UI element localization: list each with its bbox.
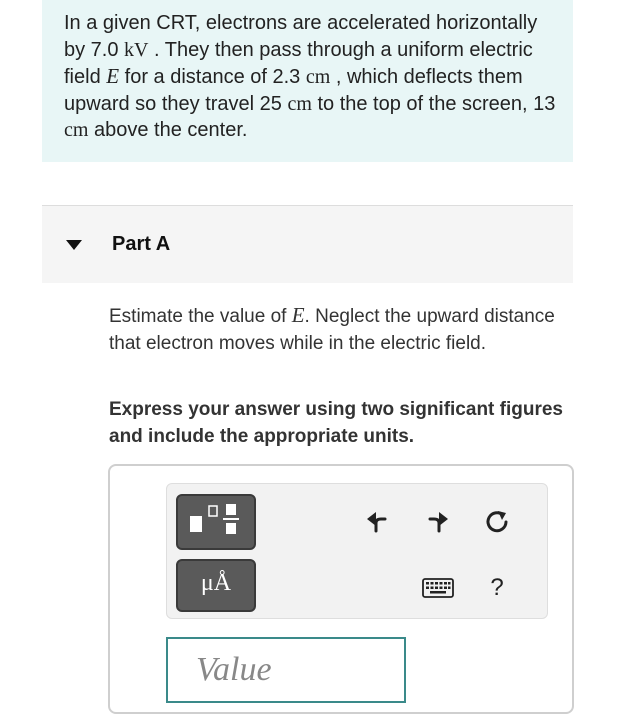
question-text-1: Estimate the value of [109,306,292,327]
problem-text-2: . They then pass through a uniform electric field [64,38,533,88]
help-label: ? [490,574,504,601]
symbols-label: μÅ [200,570,232,596]
redo-button[interactable] [418,502,458,542]
problem-text-6: above the center. [88,119,248,141]
value-input[interactable] [166,637,406,703]
redo-icon [424,508,452,536]
help-button[interactable] [477,568,517,608]
math-toolbar [166,483,548,619]
value-placeholder: Value [196,651,272,688]
caret-down-icon[interactable] [66,240,82,250]
part-a-header[interactable] [42,205,573,283]
undo-button[interactable] [357,502,397,542]
problem-text-4: , which deflects them upward so they travel 25 [64,66,523,115]
answer-panel [108,464,574,714]
keyboard-button[interactable] [418,568,458,608]
symbols-button[interactable] [176,559,256,612]
part-title: Part A [112,233,171,255]
travel-unit: cm [287,92,312,115]
question-text-2: . Neglect the upward distance that electron moves while in the electric field. [109,306,555,354]
problem-statement [42,0,573,162]
templates-button[interactable] [176,494,256,550]
height-unit: cm [64,119,89,141]
reset-icon [483,508,511,536]
answer-instruction: Express your answer using two significant figures and include the appropriate units. [109,399,563,447]
problem-text-1: In a given CRT, electrons are accelerated horizontally by 7.0 [64,12,538,61]
question-variable: E [291,303,305,327]
problem-text-3: for a distance of 2.3 [119,66,306,88]
reset-button[interactable] [477,502,517,542]
keyboard-icon [422,578,454,598]
problem-text-5: to the top of the screen, 13 [311,92,556,115]
templates-icon [178,496,254,548]
undo-icon [363,508,391,536]
question-text [109,302,579,357]
voltage-unit: kV [124,38,149,61]
distance-unit: cm [305,66,331,88]
field-variable: E [106,64,120,88]
